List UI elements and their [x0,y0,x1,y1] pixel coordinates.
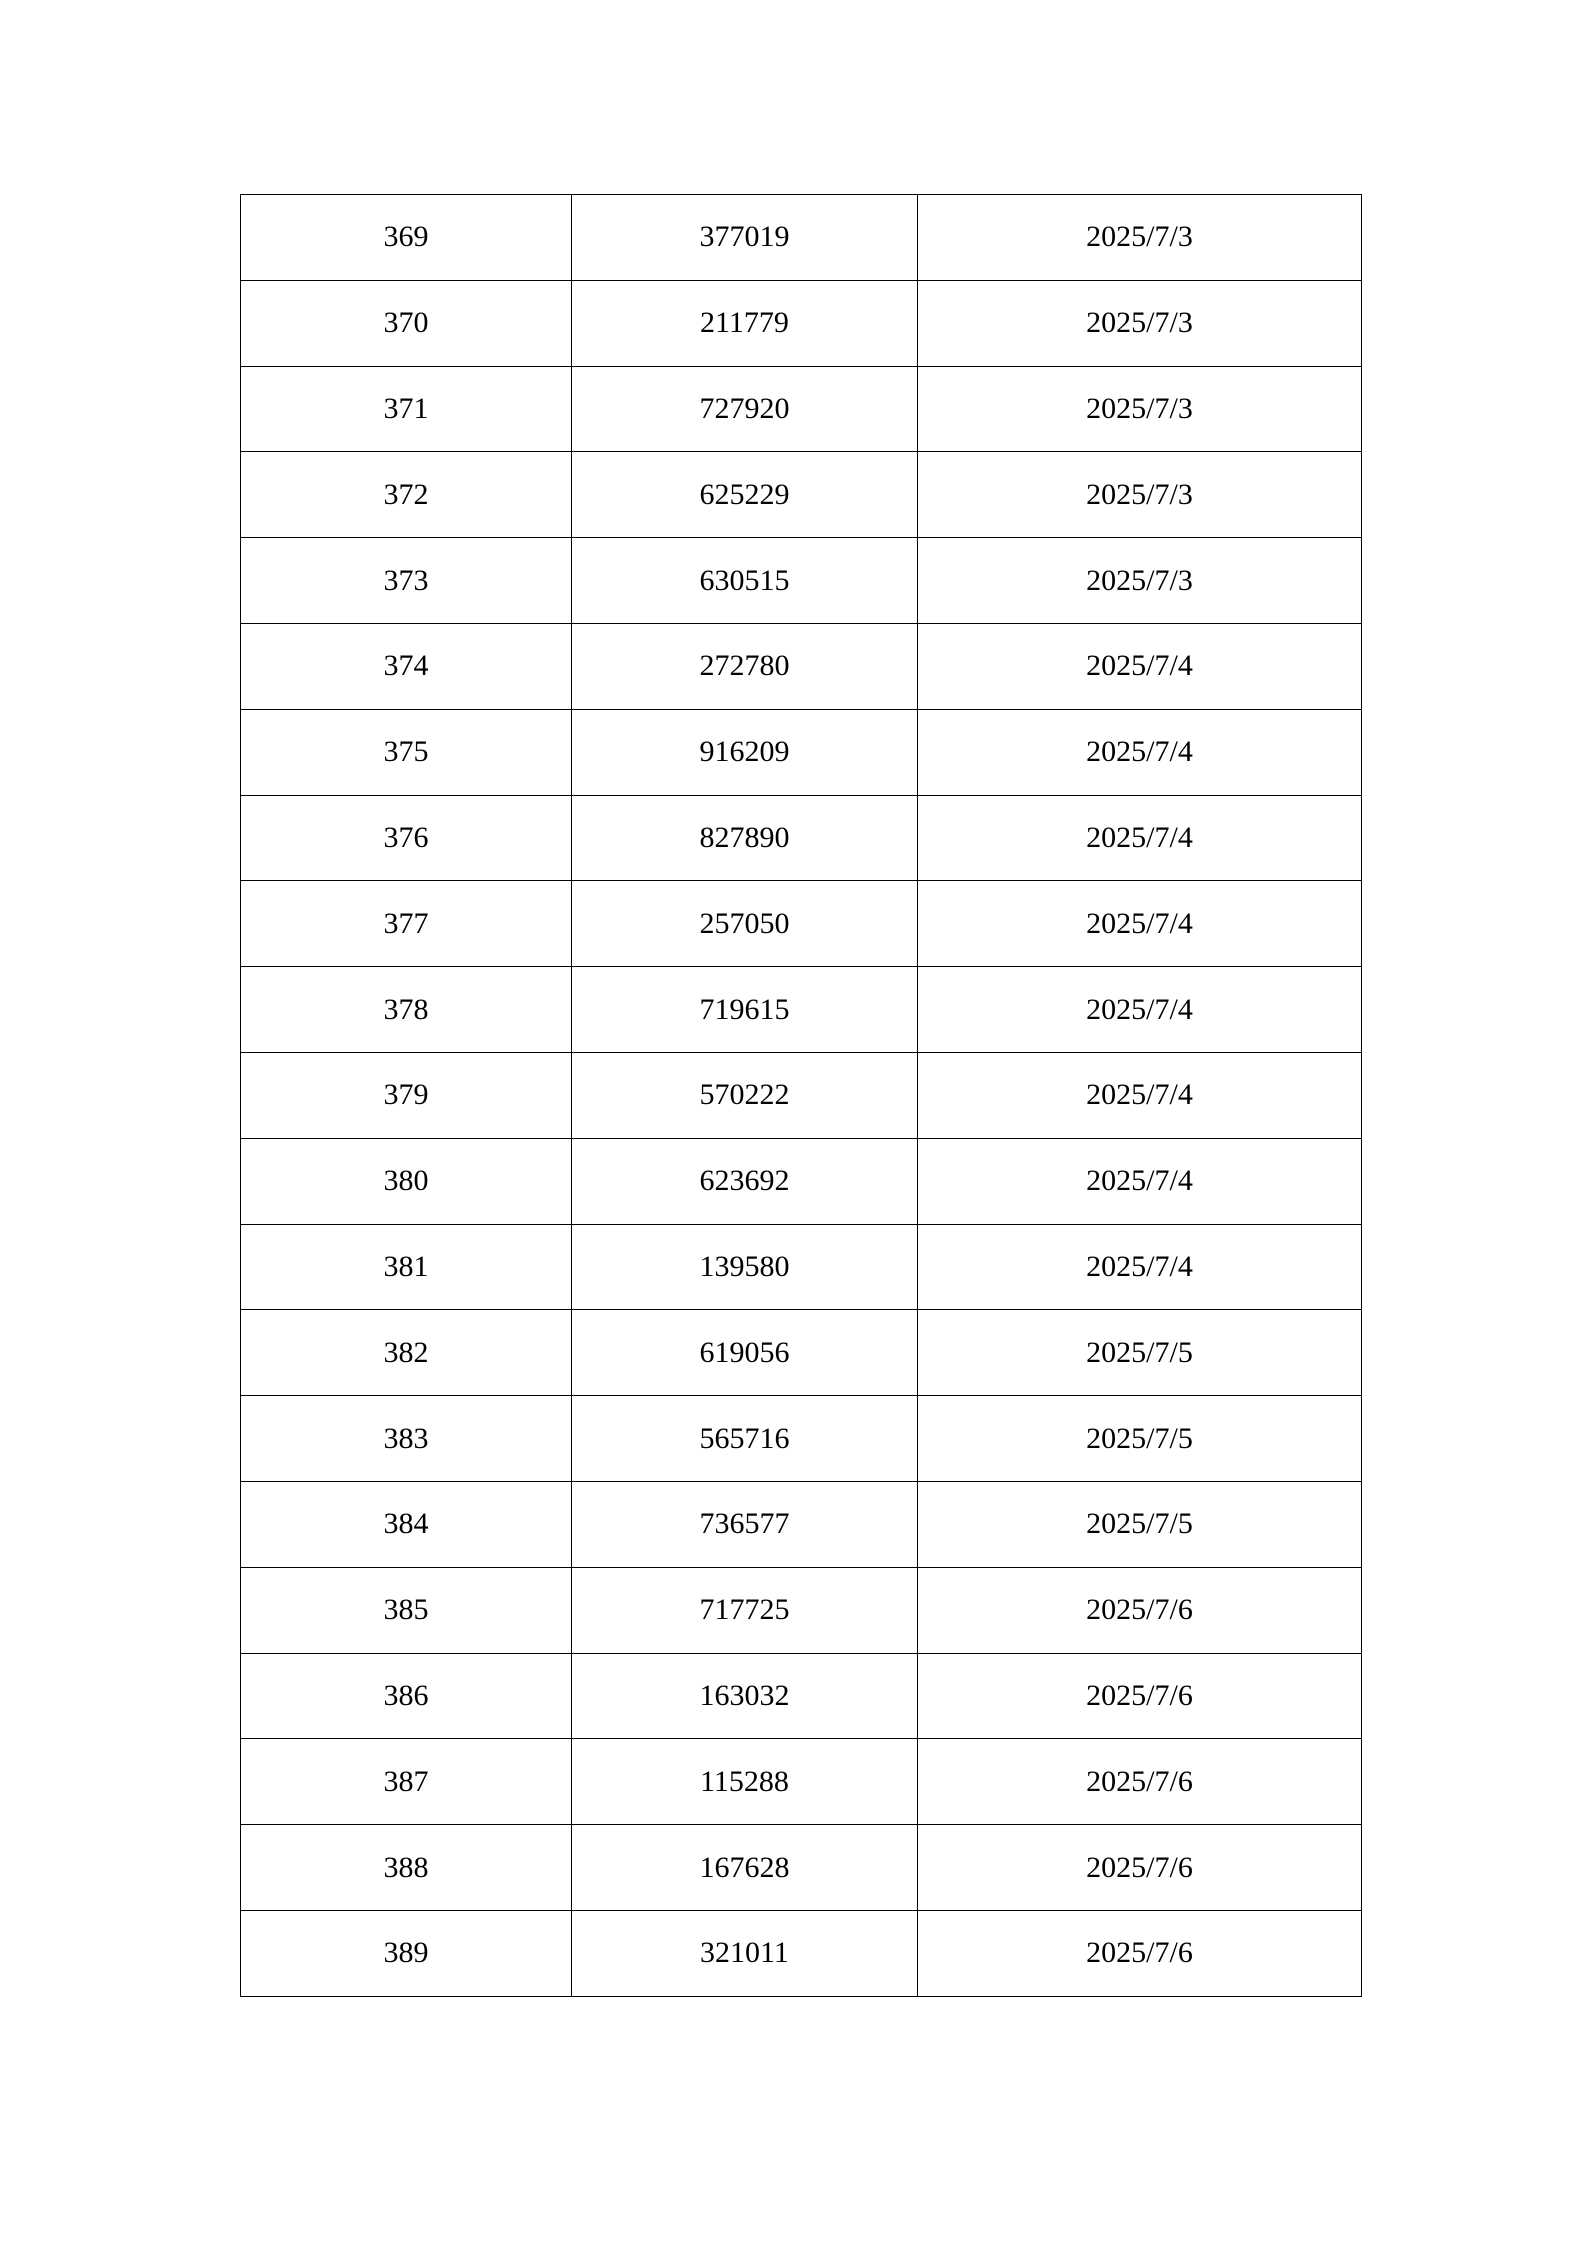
code-cell: 115288 [572,1739,918,1825]
code-cell: 321011 [572,1910,918,1996]
table-row [241,366,1362,452]
table-row [241,623,1362,709]
date-cell: 2025/7/4 [918,709,1362,795]
table-row [241,967,1362,1053]
row-number-cell: 388 [241,1825,572,1911]
row-number-cell: 373 [241,538,572,624]
table-row [241,1481,1362,1567]
code-cell: 257050 [572,881,918,967]
table-row [241,1138,1362,1224]
code-cell: 565716 [572,1396,918,1482]
row-number-cell: 371 [241,366,572,452]
row-number-cell: 383 [241,1396,572,1482]
date-cell: 2025/7/4 [918,623,1362,709]
code-cell: 630515 [572,538,918,624]
row-number-cell: 389 [241,1910,572,1996]
table-body [241,195,1362,1997]
date-cell: 2025/7/6 [918,1910,1362,1996]
code-cell: 623692 [572,1138,918,1224]
row-number-cell: 370 [241,280,572,366]
code-cell: 717725 [572,1567,918,1653]
date-cell: 2025/7/6 [918,1739,1362,1825]
table-row [241,452,1362,538]
code-cell: 570222 [572,1052,918,1138]
date-cell: 2025/7/3 [918,366,1362,452]
date-cell: 2025/7/4 [918,1052,1362,1138]
code-cell: 727920 [572,366,918,452]
code-cell: 163032 [572,1653,918,1739]
code-cell: 377019 [572,195,918,281]
date-cell: 2025/7/3 [918,195,1362,281]
table-row [241,795,1362,881]
table-row [241,280,1362,366]
table-row [241,1910,1362,1996]
date-cell: 2025/7/6 [918,1653,1362,1739]
row-number-cell: 387 [241,1739,572,1825]
row-number-cell: 381 [241,1224,572,1310]
table-row [241,709,1362,795]
date-cell: 2025/7/5 [918,1310,1362,1396]
table-row [241,1825,1362,1911]
table-row [241,1052,1362,1138]
table-row [241,1310,1362,1396]
row-number-cell: 374 [241,623,572,709]
data-table [240,194,1362,1997]
table-row [241,195,1362,281]
row-number-cell: 369 [241,195,572,281]
date-cell: 2025/7/6 [918,1567,1362,1653]
date-cell: 2025/7/3 [918,538,1362,624]
date-cell: 2025/7/3 [918,280,1362,366]
code-cell: 827890 [572,795,918,881]
code-cell: 719615 [572,967,918,1053]
date-cell: 2025/7/4 [918,881,1362,967]
row-number-cell: 376 [241,795,572,881]
date-cell: 2025/7/5 [918,1396,1362,1482]
code-cell: 272780 [572,623,918,709]
row-number-cell: 385 [241,1567,572,1653]
code-cell: 625229 [572,452,918,538]
code-cell: 139580 [572,1224,918,1310]
row-number-cell: 380 [241,1138,572,1224]
date-cell: 2025/7/3 [918,452,1362,538]
table-row [241,1653,1362,1739]
row-number-cell: 379 [241,1052,572,1138]
table-row [241,1739,1362,1825]
table-row [241,1567,1362,1653]
date-cell: 2025/7/5 [918,1481,1362,1567]
row-number-cell: 378 [241,967,572,1053]
code-cell: 736577 [572,1481,918,1567]
row-number-cell: 377 [241,881,572,967]
table-row [241,538,1362,624]
row-number-cell: 386 [241,1653,572,1739]
date-cell: 2025/7/4 [918,795,1362,881]
row-number-cell: 384 [241,1481,572,1567]
table-row [241,1224,1362,1310]
table-row [241,881,1362,967]
code-cell: 211779 [572,280,918,366]
date-cell: 2025/7/6 [918,1825,1362,1911]
row-number-cell: 382 [241,1310,572,1396]
row-number-cell: 372 [241,452,572,538]
code-cell: 167628 [572,1825,918,1911]
code-cell: 916209 [572,709,918,795]
code-cell: 619056 [572,1310,918,1396]
row-number-cell: 375 [241,709,572,795]
date-cell: 2025/7/4 [918,1224,1362,1310]
table-row [241,1396,1362,1482]
date-cell: 2025/7/4 [918,1138,1362,1224]
date-cell: 2025/7/4 [918,967,1362,1053]
